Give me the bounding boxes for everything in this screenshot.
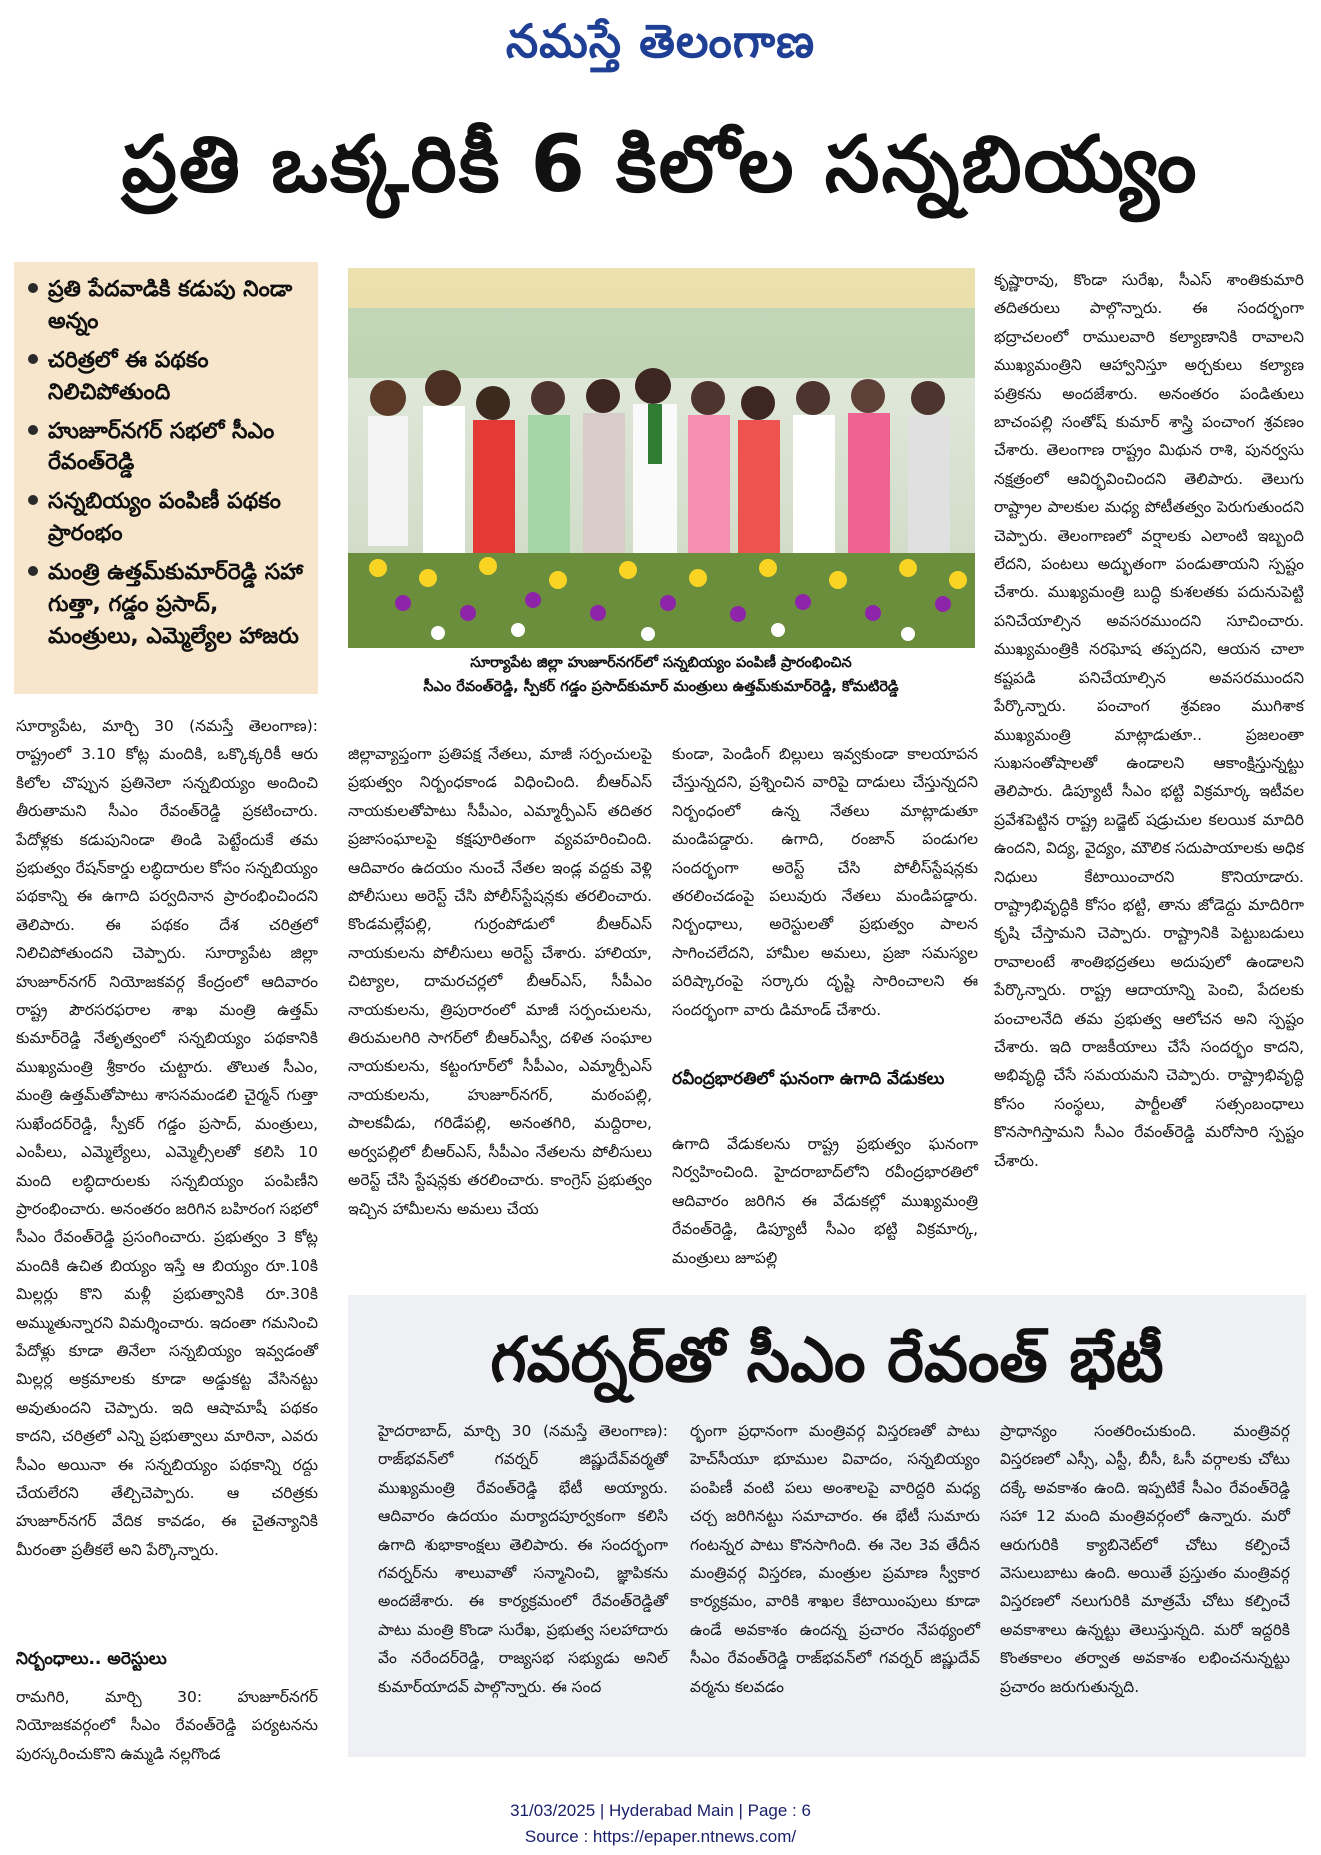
highlight-text: హుజూర్‌నగర్ సభలో సీఎం రేవంత్‌రెడ్డి: [48, 418, 275, 476]
article-text: కుండా, పెండింగ్ బిల్లులు ఇవ్వకుండా కాలయాపన చేస్తున్నదని, ప్రశ్నించిన వారిపై దాడులు చేస్తున్నదని నిర్బంధంలో ఉన్న నేతలు మాట్లాడుతూ మండిపడ్డారు. ఉగాది, రంజాన్ పండుగల సందర్భంగా అరెస్ట్ చేసి పోలీస్‌స్టేషన్లకు తరలించడంపై పలువురు నేతలు మండిపడ్డారు. నిర్బంధాలు, అరెస్టులతో ప్రభుత్వం పాలన సాగించలేదని, హామీల అమలు, ప్రజా సమస్యల పరిష్కారంపై సర్కారు దృష్టి సారించాలని ఈ సందర్భంగా వారు డిమాండ్ చేశారు.: [672, 745, 978, 1019]
bullet-icon: [28, 354, 38, 364]
governor-headline: గవర్నర్‌తో సీఎం రేవంత్ భేటీ: [490, 1323, 1164, 1396]
highlight-text: ప్రతి పేదవాడికి కడుపు నిండా అన్నం: [48, 277, 293, 334]
photo-caption-line: సీఎం రేవంత్‌రెడ్డి, స్పీకర్ గడ్డం ప్రసాద్‌కుమార్ మంత్రులు ఉత్తమ్‌కుమార్‌రెడ్డి, కోమటిరెడ్డి: [423, 678, 899, 695]
article-column-1: [16, 712, 318, 1564]
bullet-icon: [28, 495, 38, 505]
article-subheading: నిర్బంధాలు.. అరెస్టులు: [16, 1649, 167, 1669]
highlight-item: [26, 345, 308, 409]
governor-story-box: [348, 1295, 1306, 1757]
governor-column-3: [1000, 1417, 1290, 1701]
photo-caption-line: సూర్యాపేట జిల్లా హుజూర్‌నగర్‌లో సన్నబియ్యం పంపిణీ ప్రారంభించిన: [470, 655, 852, 671]
bullet-icon: [28, 283, 38, 293]
article-subheading: రవీంద్రభారతిలో ఘనంగా ఉగాది వేడుకలు: [672, 1069, 945, 1089]
event-photo: [348, 268, 975, 648]
article-column-4: [994, 266, 1304, 1175]
page-footer: [0, 1798, 1321, 1850]
masthead-logo: నమస్తే తెలంగాణ: [505, 14, 816, 68]
photo-caption: [345, 652, 977, 700]
article-column-3-continued: [672, 1130, 978, 1272]
article-text: ప్రాధాన్యం సంతరించుకుంది. మంత్రివర్గ విస్తరణలో ఎస్సీ, ఎస్టీ, బీసీ, ఓసీ వర్గాలకు చోటు దక్కే అవకాశం ఉంది. ఇప్పటికే సీఎం రేవంత్‌రెడ్డి సహా 12 మంది మంత్రివర్గంలో ఉన్నారు. మరో ఆరుగురికి క్యాబినెట్‌లో చోటు కల్పించే వెసులుబాటు ఉంది. అయితే ప్రస్తుతం మంత్రివర్గ విస్తరణలో నలుగురికి మాత్రమే చోటు కల్పించే అవకాశాలు ఉన్నట్టు తెలుస్తున్నది. మరో ఇద్దరికి కొంతకాలం తర్వాత అవకాశం లభించనున్నట్టు ప్రచారం జరుగుతున్నది.: [1000, 1422, 1290, 1696]
article-column-1-continued: [16, 1683, 318, 1768]
highlight-item: [26, 416, 308, 480]
governor-column-2: [690, 1417, 980, 1701]
article-column-3: [672, 740, 978, 1024]
highlights-box: [14, 262, 318, 694]
highlight-text: చరిత్రలో ఈ పథకం నిలిచిపోతుంది: [48, 347, 209, 405]
main-headline: ప్రతి ఒక్కరికీ 6 కిలోల సన్నబియ్యం: [121, 120, 1199, 210]
article-text: సూర్యాపేట, మార్చి 30 (నమస్తే తెలంగాణ): రాష్ట్రంలో 3.10 కోట్ల మందికి, ఒక్కొక్కరికీ ఆరు కిలోల చొప్పున ప్రతినెలా సన్నబియ్యం అందించి తీరుతామని సీఎం రేవంత్‌రెడ్డి ప్రకటించారు. పేదోళ్లకు కడుపునిండా తిండి పెట్టేందుకే తమ ప్రభుత్వం రేషన్‌కార్డు లబ్ధిదారుల కోసం సన్నబియ్యం పథకాన్ని ఈ ఉగాది పర్వదినాన ప్రారంభించిందని తెలిపారు. ఈ పథకం దేశ చరిత్రలో నిలిచిపోతుందని చెప్పారు. సూర్యాపేట జిల్లా హుజూర్‌నగర్ నియోజకవర్గ కేంద్రంలో ఆదివారం రాష్ట్ర పౌరసరఫరాల శాఖ మంత్రి ఉత్తమ్ కుమార్‌రెడ్డి నేతృత్వంలో సన్నబియ్యం పథకానికి ముఖ్యమంత్రి శ్రీకారం చుట్టారు. తొలుత సీఎం, మంత్రి ఉత్తమ్‌తోపాటు శాసనమండలి చైర్మన్ గుత్తా సుఖేందర్‌రెడ్డి, స్పీకర్ గడ్డం ప్రసాద్, మంత్రులు, ఎంపీలు, ఎమ్మెల్యేలు, ఎమ్మెల్సీలతో కలిసి 10 మంది లబ్ధిదారులకు సన్నబియ్యం పంపిణీని ప్రారంభించారు. అనంతరం జరిగిన బహిరంగ సభలో సీఎం రేవంత్‌రెడ్డి ప్రసంగించారు. ప్రభుత్వం 3 కోట్ల మందికి ఉచిత బియ్యం ఇస్తే ఆ బియ్యం రూ.10కి మిల్లర్లు కొని మళ్లీ ప్రభుత్వానికి రూ.30కి అమ్ముతున్నారని విమర్శించారు. ఇదంతా గమనించి పేదోళ్లు కూడా తినేలా సన్నబియ్యం ఇవ్వడంతో మిల్లర్ల అక్రమాలకు కూడా అడ్డుకట్ట వేసినట్టు అవుతుందని చెప్పారు. ఇది ఆషామాషీ పథకం కాదని, చరిత్రలో ఎన్ని ప్రభుత్వాలు మారినా, ఎవరు సీఎం అయినా ఈ సన్నబియ్యం పథకాన్ని రద్దు చేయలేరని తేల్చిచెప్పారు. ఆ చరిత్రకు హుజూర్‌నగర్ వేదిక కావడం, ఈ చైతన్యానికి మీరంతా ప్రతీకలే అని పేర్కొన్నారు.: [16, 717, 318, 1559]
governor-column-1: [378, 1417, 668, 1701]
footer-date-edition: 31/03/2025 | Hyderabad Main | Page : 6: [510, 1801, 811, 1820]
article-text: జిల్లావ్యాప్తంగా ప్రతిపక్ష నేతలు, మాజీ సర్పంచులపై ప్రభుత్వం నిర్బంధకాండ విధించింది. బీఆర్‌ఎస్ నాయకులతోపాటు సీపీఎం, ఎమ్మార్పీఎస్ తదితర ప్రజాసంఘాలపై కక్షపూరితంగా వ్యవహరించింది. ఆదివారం ఉదయం నుంచే నేతల ఇండ్ల వద్దకు వెళ్లి పోలీసులు అరెస్ట్ చేసి పోలీస్‌స్టేషన్లకు తరలించారు. కొండమల్లేపల్లి, గుర్రంపోడులో బీఆర్‌ఎస్ నాయకులను పోలీసులు అరెస్ట్ చేశారు. హాలియా, చిట్యాల, దామరచర్లలో బీఆర్‌ఎస్, సీపీఎం నాయకులను, త్రిపురారంలో మాజీ సర్పంచులను, తిరుమలగిరి సాగర్‌లో బీఆర్‌ఎస్వీ, దళిత సంఘాల నాయకులను, కట్టంగూర్‌లో సీపీఎం, ఎమ్మార్పీఎస్ నాయకులను, హుజూర్‌నగర్, మఠంపల్లి, పాలకవీడు, గరిడేపల్లి, అనంతగిరి, మద్దిరాల, అర్వపల్లిలో బీఆర్‌ఎస్, సీపీఎం నేతలను పోలీసులు అరెస్ట్ చేసి స్టేషన్లకు తరలించారు. కాంగ్రెస్ ప్రభుత్వం ఇచ్చిన హామీలను అమలు చేయ: [348, 745, 652, 1218]
highlight-item: [26, 486, 308, 550]
article-column-2: [348, 740, 652, 1223]
article-text: హైదరాబాద్, మార్చి 30 (నమస్తే తెలంగాణ): రాజ్‌భవన్‌లో గవర్నర్ జిష్ణుదేవ్‌వర్మతో ముఖ్యమంత్రి రేవంత్‌రెడ్డి భేటీ అయ్యారు. ఆదివారం ఉదయం మర్యాదపూర్వకంగా కలిసి ఉగాది శుభాకాంక్షలు తెలిపారు. ఈ సందర్భంగా గవర్నర్‌ను శాలువాతో సన్మానించి, జ్ఞాపికను అందజేశారు. ఈ కార్యక్రమంలో రేవంత్‌రెడ్డితో పాటు మంత్రి కొండా సురేఖ, ప్రభుత్వ సలహాదారు వేం నరేందర్‌రెడ్డి, రాజ్యసభ సభ్యుడు అనిల్ కుమార్‌యాదవ్ పాల్గొన్నారు. ఈ సంద: [378, 1422, 668, 1696]
highlight-text: మంత్రి ఉత్తమ్‌కుమార్‌రెడ్డి సహా గుత్తా, గడ్డం ప్రసాద్, మంత్రులు, ఎమ్మెల్యేల హాజరు: [48, 560, 303, 649]
bullet-icon: [28, 566, 38, 576]
highlight-item: [26, 557, 308, 653]
article-text: రామగిరి, మార్చి 30: హుజూర్‌నగర్ నియోజకవర్గంలో సీఎం రేవంత్‌రెడ్డి పర్యటనను పురస్కరించుకొని ఉమ్మడి నల్లగొండ: [16, 1688, 318, 1763]
bullet-icon: [28, 425, 38, 435]
event-photo-illustration: [348, 268, 975, 648]
article-text: ర్భంగా ప్రధానంగా మంత్రివర్గ విస్తరణతో పాటు హెచ్‌సీయూ భూముల వివాదం, సన్నబియ్యం పంపిణీ వంటి పలు అంశాలపై వారిద్దరి మధ్య చర్చ జరిగినట్టు సమాచారం. ఈ భేటీ సుమారు గంటన్నర పాటు కొనసాగింది. ఈ నెల 3వ తేదీన మంత్రివర్గ విస్తరణ, మంత్రుల ప్రమాణ స్వీకార కార్యక్రమం, వారికి శాఖల కేటాయింపులు కూడా ఉండే అవకాశం ఉందన్న ప్రచారం నేపథ్యంలో సీఎం రేవంత్‌రెడ్డి రాజ్‌భవన్‌లో గవర్నర్ జిష్ణుదేవ్ వర్మను కలవడం: [690, 1422, 980, 1696]
footer-source-link[interactable]: Source : https://epaper.ntnews.com/: [524, 1827, 797, 1846]
highlight-item: [26, 274, 308, 338]
article-text: ఉగాది వేడుకలను రాష్ట్ర ప్రభుత్వం ఘనంగా నిర్వహించింది. హైదరాబాద్‌లోని రవీంద్రభారతిలో ఆదివారం జరిగిన ఈ వేడుకల్లో ముఖ్యమంత్రి రేవంత్‌రెడ్డి, డిప్యూటీ సీఎం భట్టి విక్రమార్క, మంత్రులు జూపల్లి: [672, 1135, 978, 1267]
highlight-text: సన్నబియ్యం పంపిణీ పథకం ప్రారంభం: [48, 489, 281, 547]
article-text: కృష్ణారావు, కొండా సురేఖ, సీఎస్ శాంతికుమారి తదితరులు పాల్గొన్నారు. ఈ సందర్భంగా భద్రాచలంలో రాములవారి కల్యాణానికి రావాలని ముఖ్యమంత్రిని ఆహ్వానిస్తూ అర్చకులు కల్యాణ పత్రికను అందజేశారు. అనంతరం పండితులు బాచంపల్లి సంతోష్ కుమార్ శాస్త్రి పంచాంగ శ్రవణం చేశారు. తెలంగాణ రాష్ట్రం మిథున రాశి, పునర్వసు నక్షత్రంలో ఆవిర్భవించిందని తెలిపారు. తెలుగు రాష్ట్రాల పాలకుల మధ్య పోటీతత్వం పెరుగుతుందని చెప్పారు. తెలంగాణలో వర్షాలకు ఎలాంటి ఇబ్బంది లేదని, పంటలు అద్భుతంగా పండుతాయని స్పష్టం చేశారు. ముఖ్యమంత్రి బుద్ధి కుశలతకు పదునుపెట్టి పనిచేయాల్సిన అవసరముందని సూచించారు. ముఖ్యమంత్రికి నరఘోష తప్పదని, ఆయన చాలా కష్టపడి పనిచేయాల్సిన అవసరముందని పేర్కొన్నారు. పంచాంగ శ్రవణం ముగిశాక ముఖ్యమంత్రి మాట్లాడుతూ.. ప్రజలంతా సుఖసంతోషాలతో ఉండాలని ఆకాంక్షిస్తున్నట్టు తెలిపారు. డిప్యూటీ సీఎం భట్టి విక్రమార్క ఇటీవల ప్రవేశపెట్టిన రాష్ట్ర బడ్జెట్ షడ్రుచుల కలయిక మాదిరి ఉందని, విద్య, వైద్యం, మౌలిక సదుపాయాలకు అధిక నిధులు కేటాయించారని కొనియాడారు. రాష్ట్రాభివృద్ధికి కోసం భట్టి, తాను జోడెద్దు మాదిరిగా కృషి చేస్తామని చెప్పారు. రాష్ట్రానికి పెట్టుబడులు రావాలంటే శాంతిభద్రతలు అదుపులో ఉండాలని పేర్కొన్నారు. రాష్ట్ర ఆదాయాన్ని పెంచి, పేదలకు పంచాలనేది తమ ప్రభుత్వ ఆలోచన అని స్పష్టం చేశారు. ఇది రాజకీయాలు చేసే సందర్భం కాదని, అభివృద్ధి చేసే సమయమని చెప్పారు. రాష్ట్రాభివృద్ధి కోసం సంస్థలు, పార్టీలతో సత్సంబంధాలు కొనసాగిస్తామని సీఎం రేవంత్‌రెడ్డి మరోసారి స్పష్టం చేశారు.: [994, 271, 1304, 1170]
